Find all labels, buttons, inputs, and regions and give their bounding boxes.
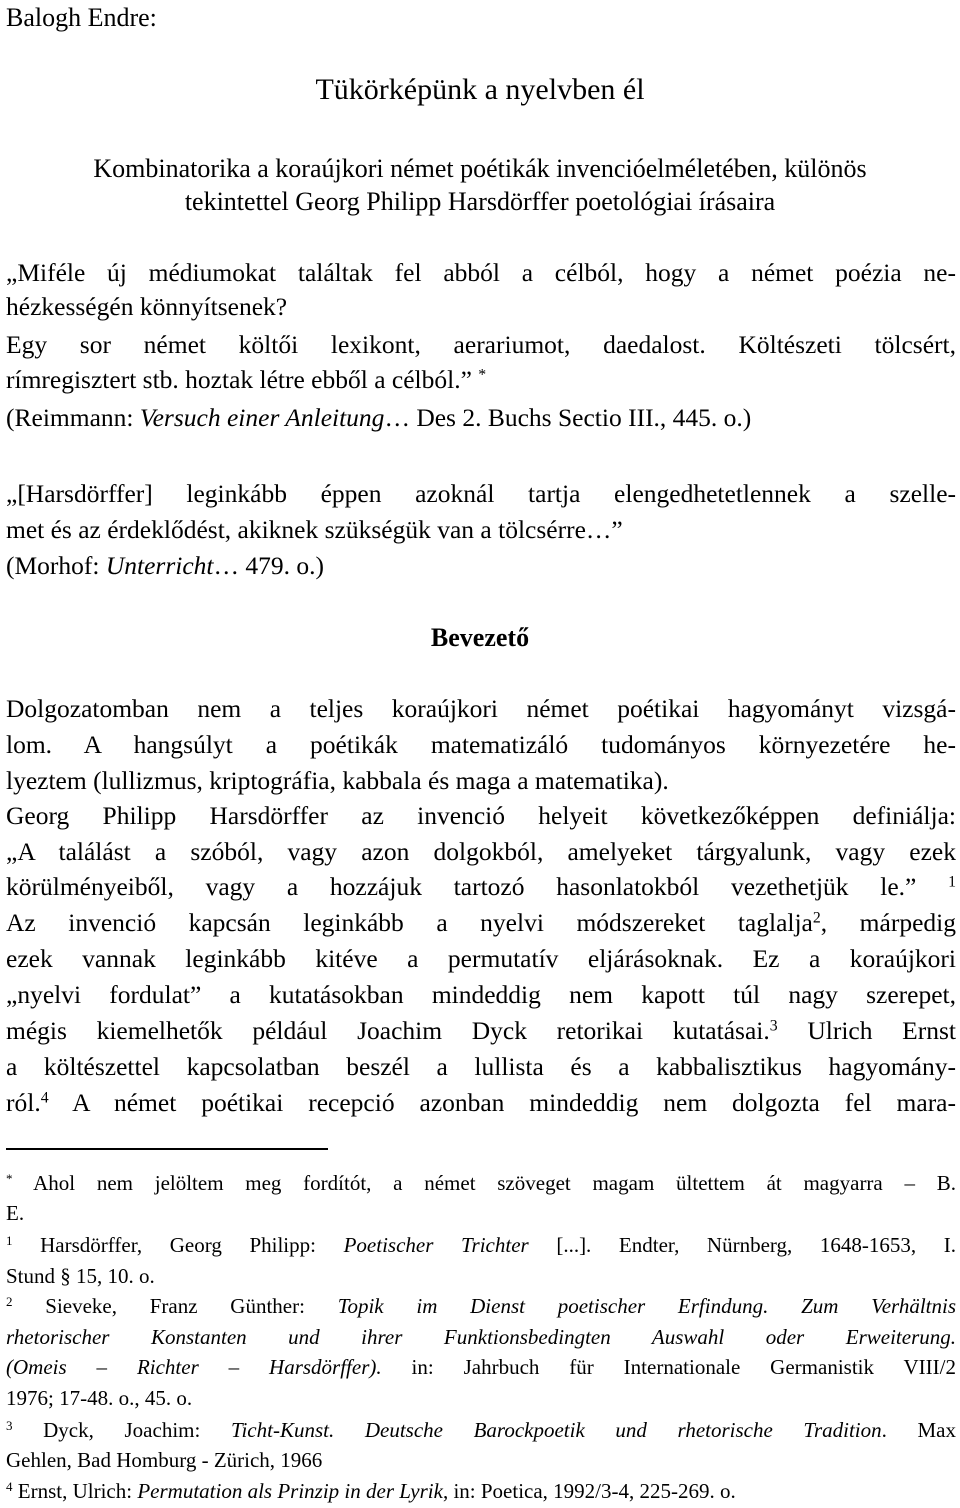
page-title: Tükörképünk a nyelvben él (315, 73, 645, 106)
footnote-star-line-1: * Ahol nem jelöltem meg fordítót, a német szöveget magam ültettem át magyarra – B. (6, 1170, 956, 1195)
subtitle-line-2: tekintettel Georg Philipp Harsdörffer poetológiai írásaira (184, 187, 776, 216)
epigraph-1-line-4: rímregisztert stb. hoztak létre ebből a célból.” * (6, 365, 487, 394)
epigraph-1-line-2: hézkességén könnyítsenek? (6, 292, 288, 321)
body-line-10: mégis kiemelhetők például Joachim Dyck retorikai kutatásai.$^3$ Ulrich Ernst (6, 1016, 956, 1045)
body-line-6: körülményeiből, vagy a hozzájuk tartozó hasonlatokból vezethetjük le.” $^1$ (6, 872, 956, 901)
footnote-3-line-2: Gehlen, Bad Homburg - Zürich, 1966 (6, 1448, 323, 1472)
footnote-4-line-1: $^4$ Ernst, Ulrich: Permutation als Prinzip in der Lyrik, in: Poetica, 1992/3-4, 225-269. o. (6, 1478, 736, 1503)
body-line-11: a költészettel kapcsolatban beszél a lullista és a kabbalisztikus hagyomány- (6, 1052, 956, 1081)
footnote-ref-1[interactable]: 1 (948, 873, 956, 891)
footnote-star-line-2: E. (6, 1201, 25, 1225)
epigraph-1-line-3: Egy sor német költői lexikont, aerariumot, daedalost. Költészeti tölcsért, (6, 330, 956, 359)
body-line-8: ezek vannak leginkább kitéve a permutatív eljárásoknak. Ez a koraújkori (6, 944, 956, 973)
footnote-ref-4[interactable]: 4 (40, 1089, 49, 1107)
body-line-1: Dolgozatomban nem a teljes koraújkori német poétikai hagyományt vizsgá- (6, 694, 956, 723)
body-line-5: „A találást a szóból, vagy azon dolgokból, amelyeket tárgyalunk, vagy ezek (6, 837, 956, 866)
body-line-2: lom. A hangsúlyt a poétikák matematizáló tudományos környezetére he- (6, 730, 956, 759)
body-line-3: lyeztem (lullizmus, kriptográfia, kabbala és maga a matematika). (6, 766, 669, 795)
epigraph-2-line-1: „[Harsdörffer] leginkább éppen azoknál tartja elengedhetetlennek a szelle- (6, 479, 956, 508)
section-heading: Bevezető (430, 623, 530, 652)
footnote-2-line-3: (Omeis – Richter – Harsdörffer). in: Jahrbuch für Internationale Germanistik VIII/2 (6, 1355, 956, 1379)
epigraph-1-line-1: „Miféle új médiumokat találtak fel abból a célból, hogy a német poézia ne- (6, 258, 956, 287)
body-line-4: Georg Philipp Harsdörffer az invenció helyeit következőképpen definiálja: (6, 801, 956, 830)
footnote-3-line-1: $^3$ Dyck, Joachim: Ticht-Kunst. Deutsche Barockpoetik und rhetorische Tradition. Max (6, 1417, 956, 1442)
epigraph-1-source: (Reimmann: Versuch einer Anleitung… Des 2. Buchs Sectio III., 445. o.) (6, 403, 752, 432)
footnote-2-line-4: 1976; 17-48. o., 45. o. (6, 1386, 193, 1410)
footnote-2-line-2: rhetorischer Konstanten und ihrer Funktionsbedingten Auswahl oder Erweiterung. (6, 1325, 956, 1349)
footnote-ref-3[interactable]: 3 (769, 1017, 778, 1035)
body-line-7: Az invenció kapcsán leginkább a nyelvi módszereket taglalja$^2$, márpedig (6, 908, 956, 937)
body-line-9: „nyelvi fordulat” a kutatásokban mindeddig nem kapott túl nagy szerepet, (6, 980, 956, 1009)
body-line-12: ról.$^4$ A német poétikai recepció azonban mindeddig nem dolgozta fel mara- (6, 1088, 956, 1117)
footnote-separator (6, 1148, 328, 1150)
epigraph-2-line-2: met és az érdeklődést, akiknek szükségük van a tölcsérre…” (6, 515, 623, 544)
footnote-1-line-2: Stund § 15, 10. o. (6, 1264, 155, 1288)
footnote-2-line-1: $^2$ Sieveke, Franz Günther: Topik im Dienst poetischer Erfindung. Zum Verhältnis (6, 1293, 956, 1318)
subtitle-line-1: Kombinatorika a koraújkori német poétikák invencióelméletében, különös (93, 154, 867, 183)
footnote-1-line-1: $^1$ Harsdörffer, Georg Philipp: Poetischer Trichter [...]. Endter, Nürnberg, 1648-1653, I. (6, 1232, 957, 1257)
footnote-ref-star[interactable]: * (478, 366, 487, 384)
author-name: Balogh Endre: (6, 3, 157, 32)
footnote-ref-2[interactable]: 2 (812, 909, 821, 927)
epigraph-2-source: (Morhof: Unterricht… 479. o.) (6, 551, 325, 580)
